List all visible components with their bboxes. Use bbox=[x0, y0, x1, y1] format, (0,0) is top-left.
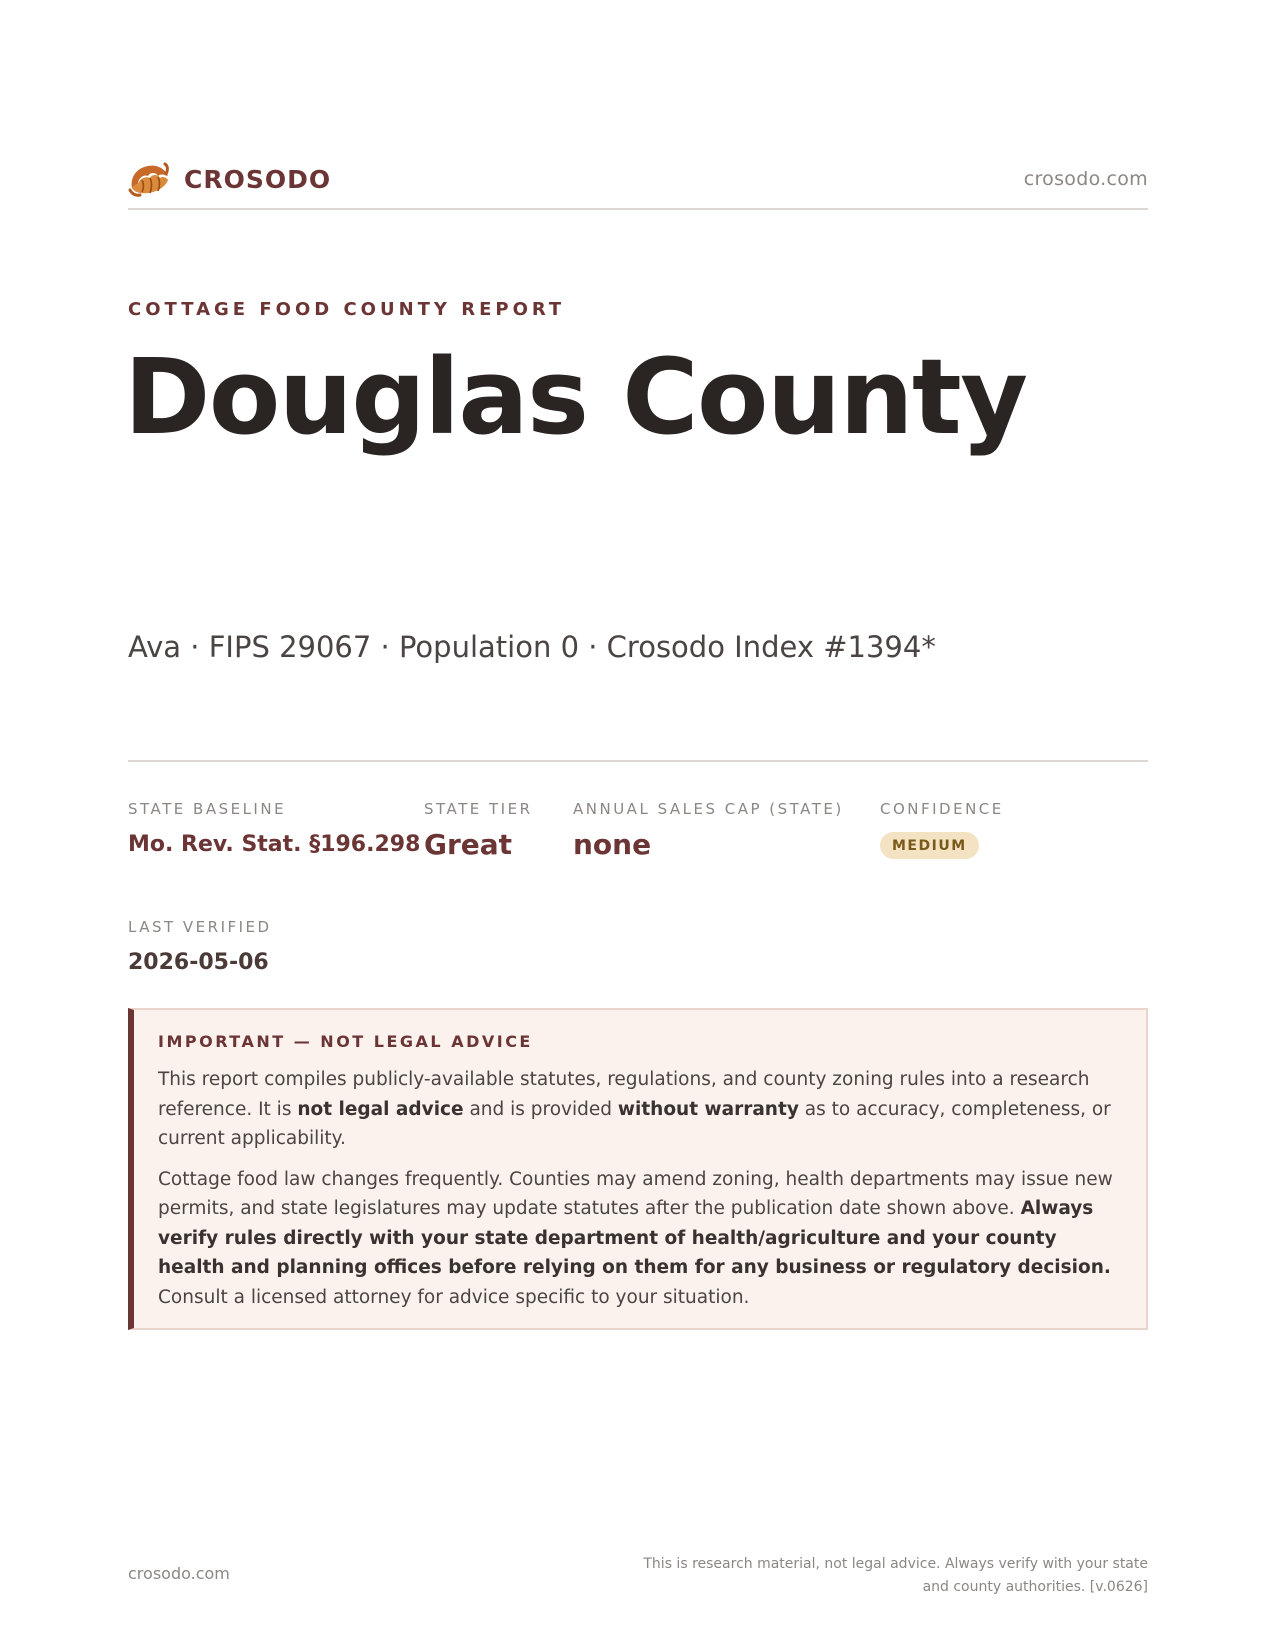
notice-text: and is provided bbox=[463, 1098, 618, 1120]
fact-confidence bbox=[880, 800, 1004, 859]
report-eyebrow: COTTAGE FOOD COUNTY REPORT bbox=[128, 299, 566, 320]
croissant-icon bbox=[128, 160, 170, 198]
confidence-badge: MEDIUM bbox=[880, 832, 979, 859]
notice-emphasis: Always verify rules directly with your state department of health/agriculture and your county health and planning offices before relying on them for any business or regulatory decision. bbox=[158, 1198, 1111, 1278]
notice-text: as to accuracy, completeness, or current applicability. bbox=[158, 1098, 1111, 1149]
notice-paragraph bbox=[158, 1065, 1122, 1154]
fact-label: LAST VERIFIED bbox=[128, 918, 272, 936]
fact-sales-cap bbox=[573, 800, 844, 861]
notice-emphasis: without warranty bbox=[617, 1098, 799, 1120]
fact-label: STATE BASELINE bbox=[128, 800, 287, 818]
brand bbox=[128, 160, 331, 198]
notice-paragraph bbox=[158, 1165, 1122, 1313]
footer-disclaimer-line: This is research material, not legal advice. Always verify with your state bbox=[643, 1556, 1148, 1572]
report-page bbox=[124, 0, 1148, 1650]
notice-text: This report compiles publicly-available statutes, regulations, and county zoning rules into a research reference. It is bbox=[158, 1069, 1090, 1120]
fact-state-baseline bbox=[128, 800, 420, 857]
brand-name: CROSODO bbox=[184, 164, 332, 194]
fact-state-tier bbox=[424, 800, 533, 861]
fact-value: 2026-05-06 bbox=[128, 950, 269, 975]
fact-label: STATE TIER bbox=[424, 800, 533, 818]
section-divider bbox=[128, 760, 1148, 762]
footer-site-url[interactable]: crosodo.com bbox=[128, 1564, 230, 1583]
footer-disclaimer-line: and county authorities. [v.0626] bbox=[922, 1579, 1148, 1595]
fact-label: ANNUAL SALES CAP (STATE) bbox=[573, 800, 844, 818]
fact-value: Mo. Rev. Stat. §196.298 bbox=[128, 832, 421, 857]
fact-last-verified bbox=[128, 918, 272, 975]
fact-label: CONFIDENCE bbox=[880, 800, 1004, 818]
page-header bbox=[128, 158, 1148, 210]
header-site-url[interactable]: crosodo.com bbox=[1023, 168, 1148, 190]
notice-text: Cottage food law changes frequently. Counties may amend zoning, health departments may issue new permits, and state legislatures may update statutes after the publication date shown above. bbox=[158, 1168, 1113, 1219]
legal-notice bbox=[128, 1008, 1148, 1330]
fact-value: Great bbox=[424, 828, 513, 861]
notice-text: Consult a licensed attorney for advice specific to your situation. bbox=[158, 1286, 750, 1308]
notice-title: IMPORTANT — NOT LEGAL ADVICE bbox=[158, 1032, 533, 1051]
footer-disclaimer bbox=[588, 1553, 1148, 1599]
fact-value: none bbox=[573, 828, 652, 861]
page-title: Douglas County bbox=[124, 336, 1027, 458]
report-subtitle: Ava · FIPS 29067 · Population 0 · Crosodo Index #1394* bbox=[128, 630, 936, 664]
notice-emphasis: not legal advice bbox=[297, 1098, 464, 1120]
